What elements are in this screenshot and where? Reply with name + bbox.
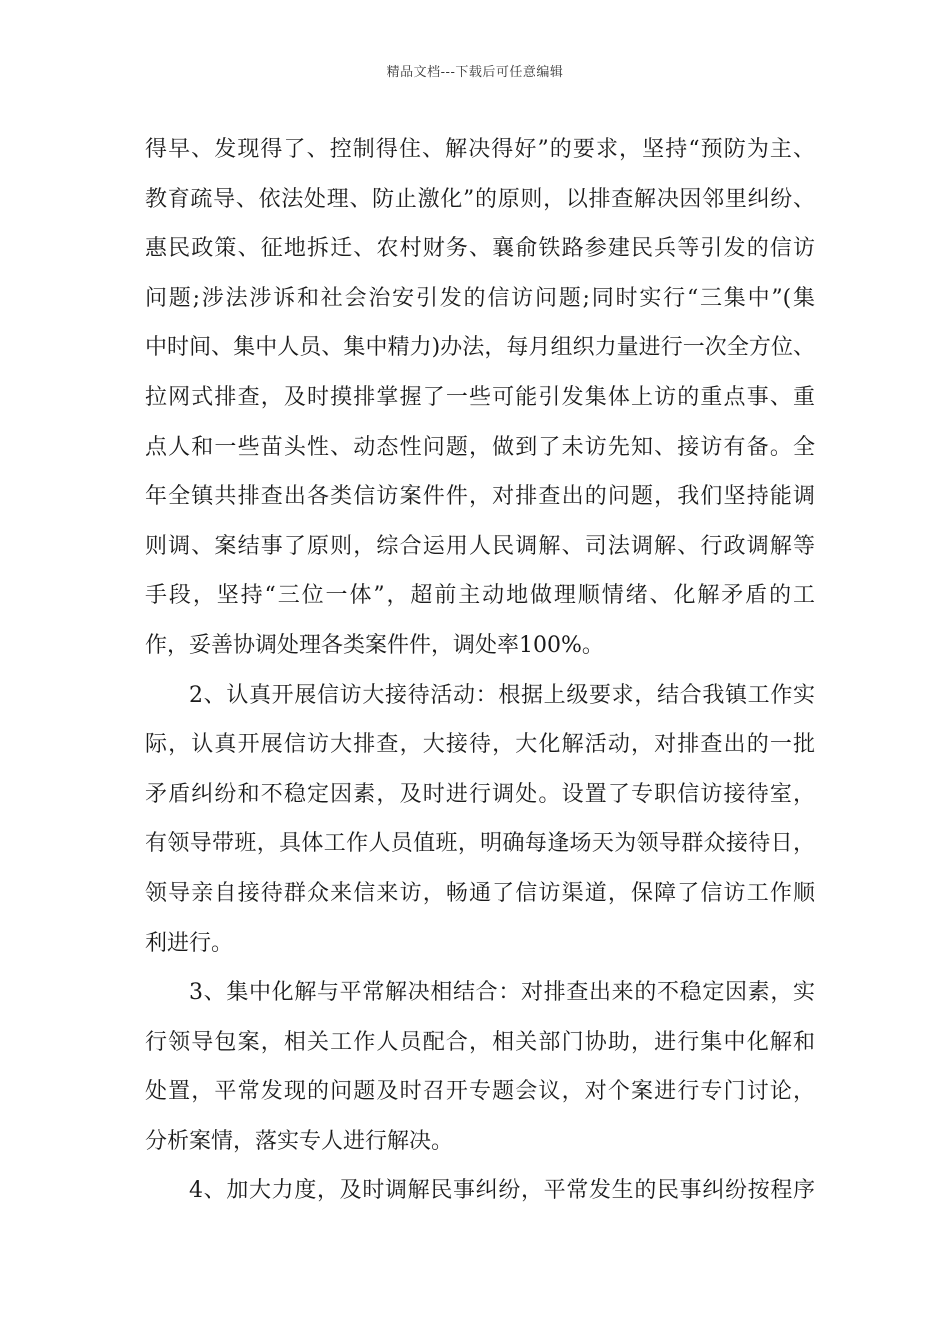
text-line: 则调、案结事了原则，综合运用人民调解、司法调解、行政调解等 [145,533,815,559]
document-body [145,125,815,1216]
text-line: 领导亲自接待群众来信来访，畅通了信访渠道，保障了信访工作顺 [145,880,815,906]
text-line: 惠民政策、征地拆迁、农村财务、襄俞铁路参建民兵等引发的信访 [145,236,815,262]
paragraph-2 [145,671,815,969]
text-line: 2、认真开展信访大接待活动：根据上级要求，结合我镇工作实 [189,682,815,708]
paragraph-3 [145,968,815,1166]
text-line: 中时间、集中人员、集中精力)办法，每月组织力量进行一次全方位、 [145,335,815,361]
text-line: 行领导包案，相关工作人员配合，相关部门协助，进行集中化解和 [145,1029,815,1055]
text-line: 利进行。 [145,930,234,956]
text-line: 有领导带班，具体工作人员值班，明确每逢场天为领导群众接待日， [145,831,815,857]
text-line: 矛盾纠纷和不稳定因素，及时进行调处。设置了专职信访接待室， [145,781,815,807]
text-line: 4、加大力度，及时调解民事纠纷，平常发生的民事纠纷按程序 [189,1178,815,1204]
text-line: 处置，平常发现的问题及时召开专题会议，对个案进行专门讨论， [145,1079,815,1105]
text-line: 3、集中化解与平常解决相结合：对排查出来的不稳定因素，实 [189,980,815,1006]
text-line: 问题;涉法涉诉和社会治安引发的信访问题;同时实行“三集中”(集 [145,285,815,311]
text-line: 手段，坚持“三位一体”，超前主动地做理顺情绪、化解矛盾的工 [145,583,815,609]
text-line: 分析案情，落实专人进行解决。 [145,1128,454,1154]
paragraph-1 [145,125,815,671]
page-header: 精品文档---下载后可任意编辑 [386,65,564,80]
paragraph-4 [145,1166,815,1216]
text-line: 得早、发现得了、控制得住、解决得好”的要求，坚持“预防为主、 [145,137,815,162]
text-line: 作，妥善协调处理各类案件件，调处率100%。 [145,632,604,658]
text-line: 拉网式排查，及时摸排掌握了一些可能引发集体上访的重点事、重 [145,384,815,410]
text-line: 点人和一些苗头性、动态性问题，做到了未访先知、接访有备。全 [145,434,815,460]
text-line: 年全镇共排查出各类信访案件件，对排查出的问题，我们坚持能调 [145,484,815,510]
text-line: 教育疏导、依法处理、防止激化”的原则，以排查解决因邻里纠纷、 [145,186,815,212]
text-line: 际，认真开展信访大排查，大接待，大化解活动，对排查出的一批 [145,732,815,758]
